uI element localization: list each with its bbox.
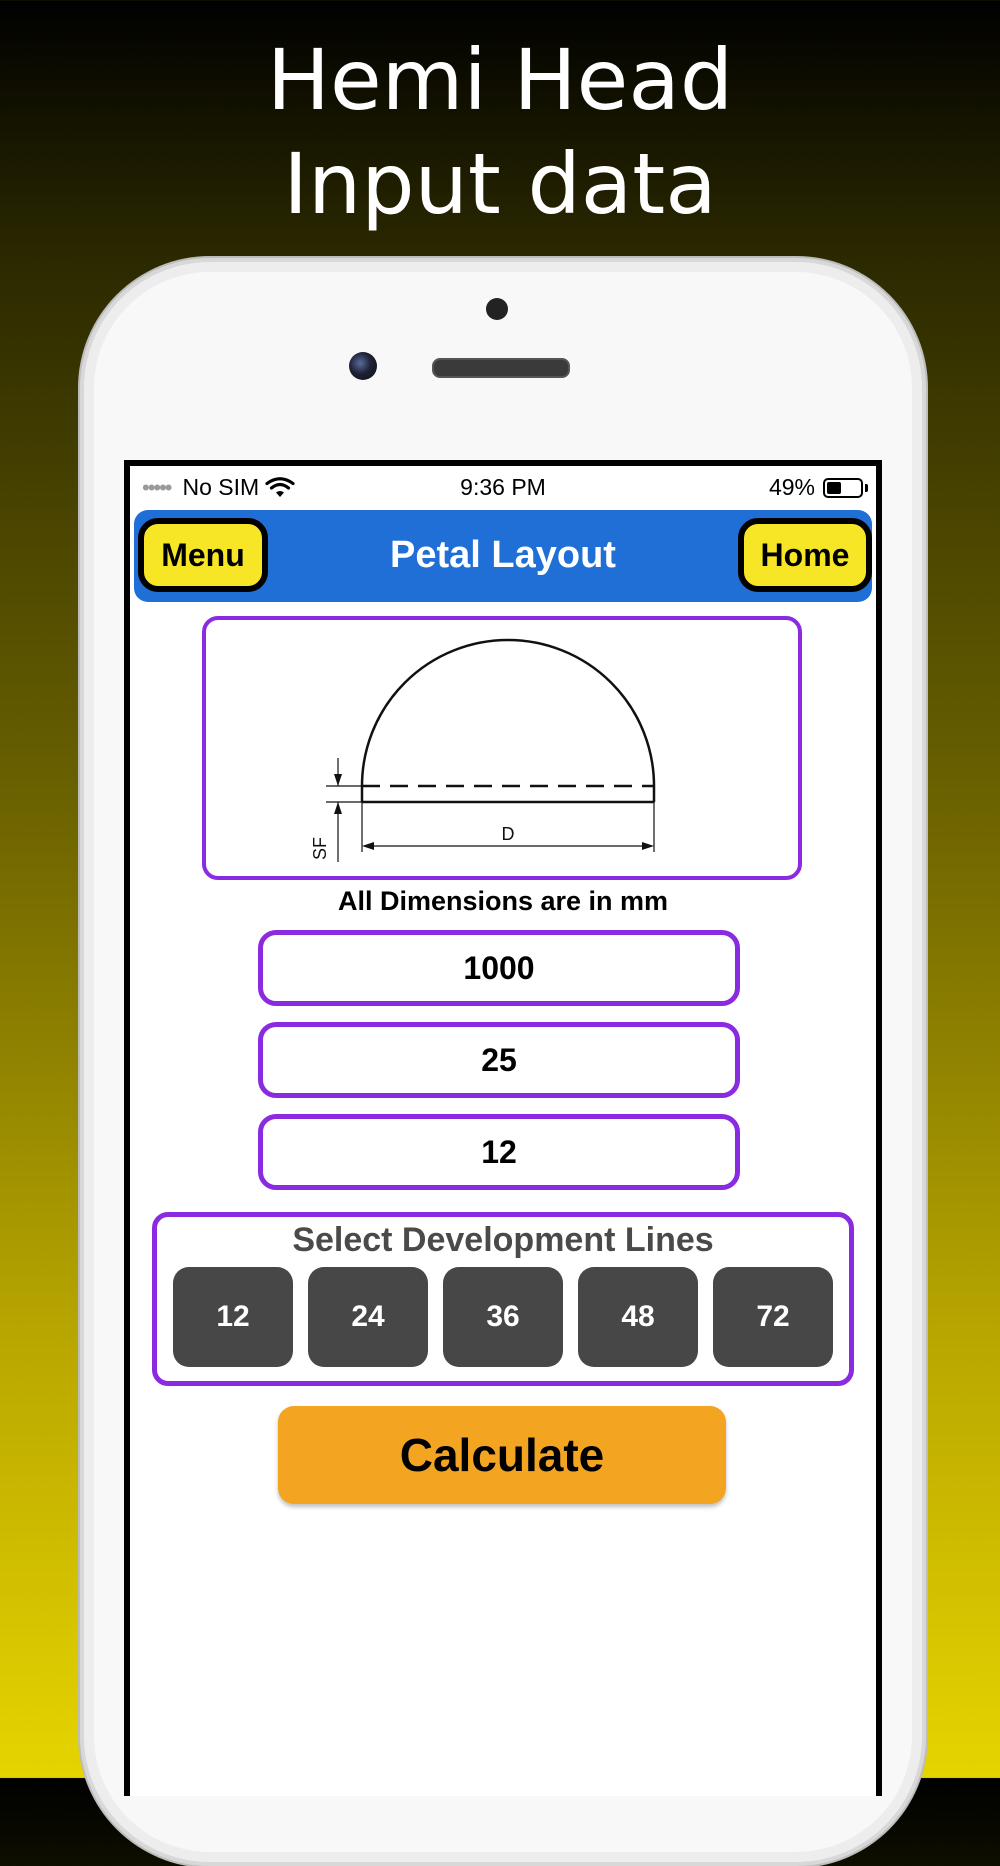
earpiece-speaker xyxy=(432,358,570,378)
hemi-head-drawing xyxy=(206,620,798,876)
carrier-label: No SIM xyxy=(182,474,260,500)
signal-dots-icon: ••••• xyxy=(142,474,171,500)
home-button[interactable]: Home xyxy=(738,518,872,592)
calculate-button[interactable]: Calculate xyxy=(278,1406,726,1504)
nav-bar xyxy=(134,510,872,602)
thickness-input[interactable] xyxy=(258,1114,740,1190)
menu-button[interactable]: Menu xyxy=(138,518,268,592)
diagram-label-d: D xyxy=(501,824,515,844)
battery-icon xyxy=(823,478,863,498)
promo-line-1: Hemi Head xyxy=(266,31,734,129)
status-time: 9:36 PM xyxy=(460,474,546,500)
promo-headline xyxy=(0,28,1000,236)
diagram-label-sf: SF xyxy=(310,836,330,860)
status-bar xyxy=(130,466,876,510)
page-title: Petal Layout xyxy=(390,534,616,576)
app-screen xyxy=(124,460,882,1796)
proximity-sensor-icon xyxy=(486,298,508,320)
hemi-head-diagram xyxy=(202,616,802,880)
dimensions-note: All Dimensions are in mm xyxy=(337,886,669,916)
dev-lines-option-72[interactable]: 72 xyxy=(713,1267,833,1367)
diameter-input[interactable] xyxy=(258,930,740,1006)
battery-tip xyxy=(865,484,868,492)
straight-flange-input[interactable] xyxy=(258,1022,740,1098)
development-lines-title: Select Development Lines xyxy=(292,1221,714,1259)
dev-lines-option-12[interactable]: 12 xyxy=(173,1267,293,1367)
battery-indicator xyxy=(769,474,868,501)
dev-lines-option-36[interactable]: 36 xyxy=(443,1267,563,1367)
development-lines-panel xyxy=(152,1212,854,1386)
promo-line-2: Input data xyxy=(283,135,717,233)
battery-percent: 49% xyxy=(768,474,815,500)
dev-lines-option-24[interactable]: 24 xyxy=(308,1267,428,1367)
front-camera-icon xyxy=(349,352,377,380)
dev-lines-option-48[interactable]: 48 xyxy=(578,1267,698,1367)
